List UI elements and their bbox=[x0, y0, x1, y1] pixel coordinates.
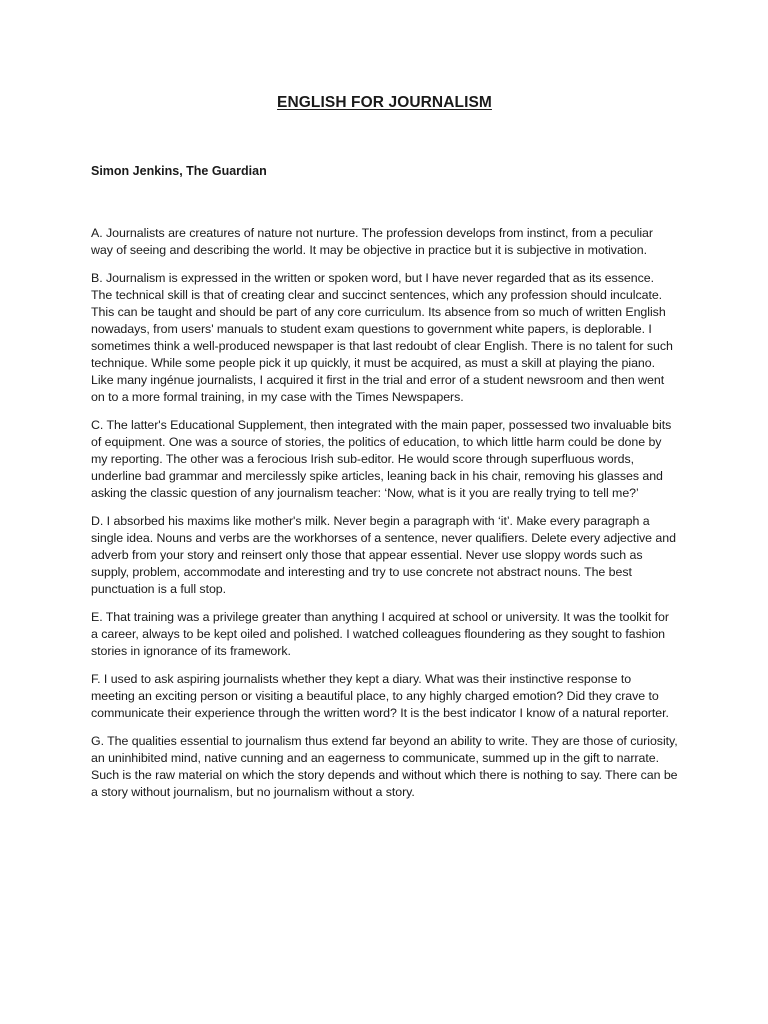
paragraph-b: B. Journalism is expressed in the written or spoken word, but I have never regarded that as its essence. The technical skill is that of creating clear and succinct sentences, which any profession should inculcate. This can be taught and should be part of any core curriculum. Its absence from so much of written English nowadays, from users' manuals to student exam questions to government white papers, is deplorable. I sometimes think a well-produced newspaper is that last redoubt of clear English. There is no talent for such technique. While some people pick it up quickly, it must be acquired, as must a skill at playing the piano. Like many ingénue journalists, I acquired it first in the trial and error of a student newsroom and then went on to a more formal training, in my case with the Times Newspapers. bbox=[91, 271, 673, 404]
paragraph-d: D. I absorbed his maxims like mother's milk. Never begin a paragraph with ‘it’. Make every paragraph a single idea. Nouns and verbs are the workhorses of a sentence, never qualifiers. Delete every adjective and adverb from your story and reinsert only those that appear essential. Never use sloppy words such as supply, problem, accommodate and interesting and try to use concrete not abstract nouns. The best punctuation is a full stop. bbox=[91, 514, 676, 596]
document-title: ENGLISH FOR JOURNALISM bbox=[277, 94, 492, 111]
paragraph-f: F. I used to ask aspiring journalists whether they kept a diary. What was their instinctive response to meeting an exciting person or visiting a beautiful place, to any highly charged emotion? Did they crave to communicate their experience through the written word? It is the best indicator I know of a natural reporter. bbox=[91, 672, 669, 720]
author-byline: Simon Jenkins, The Guardian bbox=[91, 164, 267, 178]
paragraph-g: G. The qualities essential to journalism thus extend far beyond an ability to write. They are those of curiosity, an uninhibited mind, native cunning and an eagerness to communicate, summed up in the gift to narrate. Such is the raw material on which the story depends and without which there is nothing to say. There can be a story without journalism, but no journalism without a story. bbox=[91, 734, 678, 799]
article-body bbox=[91, 225, 678, 812]
paragraph-c: C. The latter's Educational Supplement, then integrated with the main paper, possessed two invaluable bits of equipment. One was a source of stories, the politics of education, to which little harm could be done by my reporting. The other was a ferocious Irish sub-editor. He would score through superfluous words, underline bad grammar and mercilessly spike articles, leaning back in his chair, removing his glasses and asking the classic question of any journalism teacher: ‘Now, what is it you are really trying to tell me?’ bbox=[91, 418, 672, 500]
paragraph-e: E. That training was a privilege greater than anything I acquired at school or university. It was the toolkit for a career, always to be kept oiled and polished. I watched colleagues floundering as they sought to fashion stories in ignorance of its framework. bbox=[91, 610, 669, 658]
paragraph-a: A. Journalists are creatures of nature not nurture. The profession develops from instinct, from a peculiar way of seeing and describing the world. It may be objective in practice but it is subjective in motivation. bbox=[91, 226, 653, 257]
